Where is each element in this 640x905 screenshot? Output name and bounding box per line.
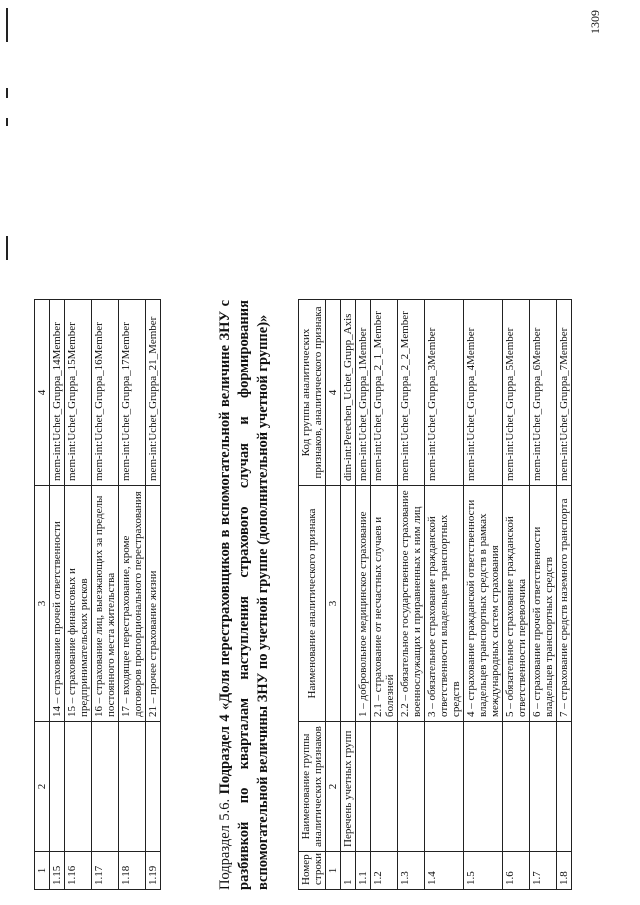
row-number: 1.2 xyxy=(371,852,398,890)
table-row xyxy=(503,300,530,890)
group-name xyxy=(398,722,425,852)
header-num: 4 xyxy=(326,300,341,486)
header-num: 2 xyxy=(326,722,341,852)
table-row xyxy=(341,300,356,890)
group-name xyxy=(557,722,572,852)
attribute-code: mem-int:Uchet_Gruppa_5Member xyxy=(503,300,530,486)
header-num: 3 xyxy=(35,486,50,722)
scan-mark xyxy=(6,118,8,126)
group-name xyxy=(371,722,398,852)
attribute-name: 2.2 – обязательное государственное страхование военнослужащих и приравненных к ним лиц xyxy=(398,486,425,722)
header-num: 4 xyxy=(35,300,50,486)
group-name xyxy=(146,722,161,852)
attribute-name xyxy=(341,486,356,722)
attribute-code: dim-int:Perechen_Uchet_Grupp_Axis xyxy=(341,300,356,486)
row-number: 1.8 xyxy=(557,852,572,890)
column-header: Наименование группы аналитических признаков xyxy=(299,722,326,852)
row-number: 1.4 xyxy=(425,852,464,890)
row-number: 1.6 xyxy=(503,852,530,890)
attribute-name: 6 – страхование прочей ответственности владельцев транспортных средств xyxy=(530,486,557,722)
table-row xyxy=(557,300,572,890)
group-name xyxy=(356,722,371,852)
attribute-name: 21 – прочее страхование жизни xyxy=(146,486,161,722)
attribute-name: 14 – страхование прочей ответственности xyxy=(50,486,65,722)
page-number: 1309 xyxy=(588,10,602,34)
header-num: 3 xyxy=(326,486,341,722)
attribute-name: 5 – обязательное страхование гражданской ответственности перевозчика xyxy=(503,486,530,722)
table-row xyxy=(119,300,146,890)
section-heading: Подраздел 4 «Доля перестраховщиков в вспомогательной величине ЗНУ с разбивкой по кварталам наступления страхового случая и формирования вспомогательной величины ЗНУ по учетной группе (дополнительной учетной группе)» xyxy=(217,299,271,890)
row-number: 1.16 xyxy=(65,852,92,890)
column-header: Номер строки xyxy=(299,852,326,890)
section-title xyxy=(216,300,273,890)
table-row xyxy=(425,300,464,890)
table-row xyxy=(92,300,119,890)
attribute-name: 7 – страхование средств наземного транспорта xyxy=(557,486,572,722)
row-number: 1.19 xyxy=(146,852,161,890)
row-number: 1 xyxy=(341,852,356,890)
attribute-code: mem-int:Uchet_Gruppa_7Member xyxy=(557,300,572,486)
table-header-numbers xyxy=(326,300,341,890)
group-name xyxy=(50,722,65,852)
header-num: 1 xyxy=(35,852,50,890)
attribute-code: mem-int:Uchet_Gruppa_4Member xyxy=(464,300,503,486)
row-number: 1.1 xyxy=(356,852,371,890)
row-number: 1.17 xyxy=(92,852,119,890)
attribute-code: mem-int:Uchet_Gruppa_16Member xyxy=(92,300,119,486)
attribute-code: mem-int:Uchet_Gruppa_15Member xyxy=(65,300,92,486)
section-label: Подраздел 5.6. xyxy=(217,798,233,890)
column-header: Наименование аналитического признака xyxy=(299,486,326,722)
attribute-name: 16 – страхование лиц, выезжающих за пределы постоянного места жительства xyxy=(92,486,119,722)
attribute-code: mem-int:Uchet_Gruppa_2_2_Member xyxy=(398,300,425,486)
row-number: 1.18 xyxy=(119,852,146,890)
group-name xyxy=(503,722,530,852)
table-row xyxy=(146,300,161,890)
continuation-table xyxy=(34,299,161,890)
row-number: 1.15 xyxy=(50,852,65,890)
table-header xyxy=(299,300,326,890)
attribute-name: 4 – страхование гражданской ответственности владельцев транспортных средств в рамках международных систем страхования xyxy=(464,486,503,722)
attribute-name: 2.1 – страхование от несчастных случаев и болезней xyxy=(371,486,398,722)
attribute-code: mem-int:Uchet_Gruppa_1Member xyxy=(356,300,371,486)
scan-mark xyxy=(6,236,8,260)
attribute-code: mem-int:Uchet_Gruppa_17Member xyxy=(119,300,146,486)
group-name xyxy=(65,722,92,852)
group-name xyxy=(425,722,464,852)
table-header-numbers xyxy=(35,300,50,890)
attribute-name: 3 – обязательное страхование гражданской ответственности владельцев транспортных средств xyxy=(425,486,464,722)
table-row xyxy=(65,300,92,890)
attribute-code: mem-int:Uchet_Gruppa_3Member xyxy=(425,300,464,486)
group-name xyxy=(464,722,503,852)
header-num: 2 xyxy=(35,722,50,852)
attribute-code: mem-int:Uchet_Gruppa_2_1_Member xyxy=(371,300,398,486)
column-header: Код группы аналитических признаков, аналитического признака xyxy=(299,300,326,486)
group-name xyxy=(119,722,146,852)
rotated-page xyxy=(20,10,620,890)
row-number: 1.7 xyxy=(530,852,557,890)
group-name xyxy=(92,722,119,852)
table-row xyxy=(530,300,557,890)
attribute-name: 15 – страхование финансовых и предпринимательских рисков xyxy=(65,486,92,722)
scan-mark xyxy=(6,88,8,98)
table-row xyxy=(371,300,398,890)
attributes-table xyxy=(298,299,572,890)
attribute-name: 17 – входящее перестрахование, кроме договоров пропорционального перестрахования xyxy=(119,486,146,722)
table-row xyxy=(50,300,65,890)
attribute-code: mem-int:Uchet_Gruppa_6Member xyxy=(530,300,557,486)
table-row xyxy=(464,300,503,890)
row-number: 1.3 xyxy=(398,852,425,890)
table-row xyxy=(398,300,425,890)
attribute-code: mem-int:Uchet_Gruppa_14Member xyxy=(50,300,65,486)
group-name xyxy=(530,722,557,852)
table-row xyxy=(356,300,371,890)
attribute-code: mem-int:Uchet_Gruppa_21_Member xyxy=(146,300,161,486)
header-num: 1 xyxy=(326,852,341,890)
group-name: Перечень учетных групп xyxy=(341,722,356,852)
row-number: 1.5 xyxy=(464,852,503,890)
scan-mark xyxy=(6,8,8,42)
attribute-name: 1 – добровольное медицинское страхование xyxy=(356,486,371,722)
